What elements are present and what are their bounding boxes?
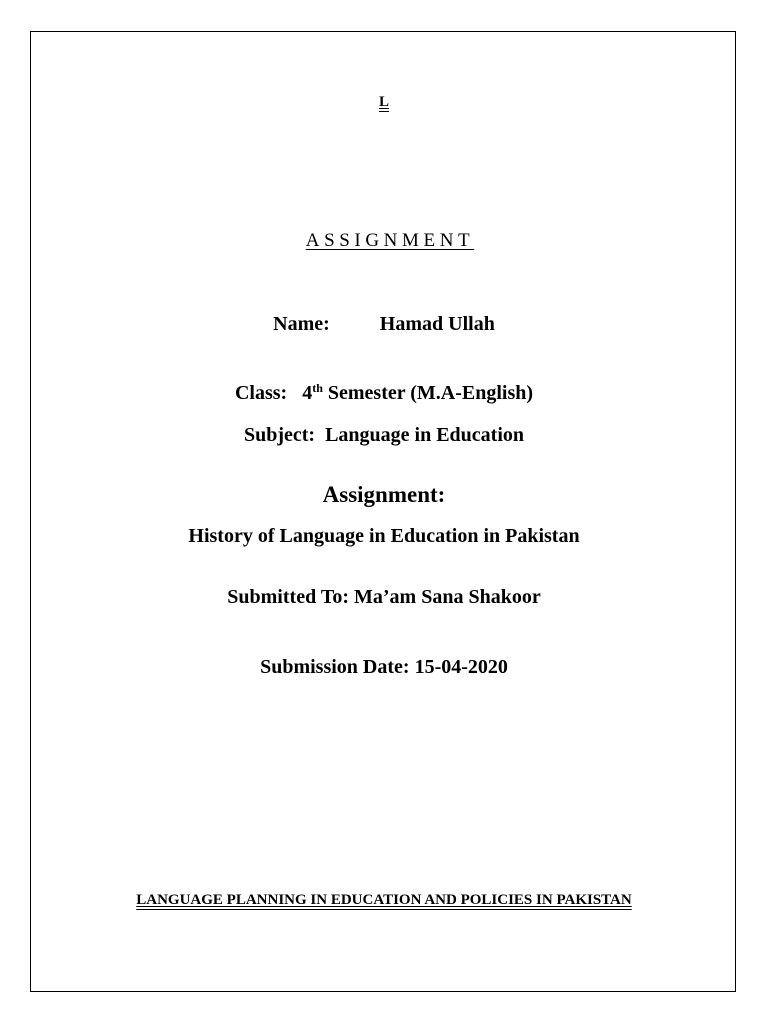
assignment-label: Assignment: [322, 482, 446, 507]
class-ordinal-suffix: th [312, 381, 323, 395]
assignment-title: History of Language in Education in Pakistan [188, 525, 580, 547]
document-heading: ASSIGNMENT [305, 230, 475, 251]
page-border [30, 31, 736, 992]
name-value: Hamad Ullah [379, 313, 495, 335]
footer-heading: LANGUAGE PLANNING IN EDUCATION AND POLICIES IN PAKISTAN [136, 892, 632, 908]
subject-label: Subject: [243, 424, 316, 446]
submitted-to-value: Ma’am Sana Shakoor [354, 586, 541, 608]
submission-date-row [0, 656, 768, 679]
name-row [0, 313, 768, 336]
submitted-to-row [0, 586, 768, 609]
class-row [0, 382, 768, 405]
subject-row [0, 424, 768, 447]
class-label: Class: [234, 382, 288, 404]
class-ordinal-number: 4 [302, 382, 313, 404]
top-mark: L [378, 94, 389, 110]
submitted-to-label: Submitted To: [227, 586, 349, 608]
subject-value: Language in Education [325, 424, 525, 446]
submission-date-value: 15-04-2020 [414, 656, 508, 678]
class-value: Semester (M.A-English) [327, 382, 534, 404]
submission-date-label: Submission Date: [260, 656, 410, 678]
name-label: Name: [273, 313, 330, 335]
